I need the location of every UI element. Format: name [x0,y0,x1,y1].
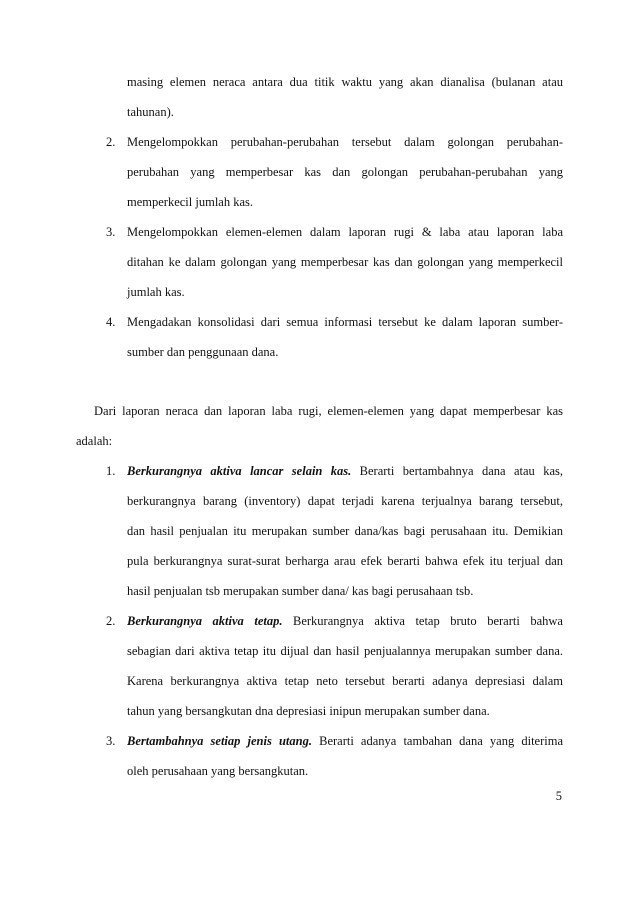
paragraph-line: masing elemen neraca antara dua titik waktu yang akan dianalisa (bulanan atau [127,75,563,89]
list-item-line [127,462,563,480]
list-item-line: memperkecil jumlah kas. [127,195,254,209]
paragraph-line: adalah: [76,434,113,448]
list-item-text: Berkurangnya aktiva tetap bruto berarti bahwa [282,614,563,628]
list-number: 3. [106,734,116,748]
list-item-line: jumlah kas. [127,285,185,299]
list-number: 2. [106,135,116,149]
list-item-line: Mengadakan konsolidasi dari semua informasi tersebut ke dalam laporan sumber- [127,315,563,329]
list-item-line: Karena berkurangnya aktiva tetap neto tersebut berarti adanya depresiasi dalam [127,674,563,688]
list-item-line [127,612,563,630]
list-item-line: Mengelompokkan elemen-elemen dalam laporan rugi & laba atau laporan laba [127,225,563,239]
list-number: 3. [106,225,116,239]
list-item-line: dan hasil penjualan itu merupakan sumber dana/kas bagi perusahaan itu. Demikian [127,524,563,538]
list-number: 1. [106,464,116,478]
list-item-line: tahun yang bersangkutan dna depresiasi inipun merupakan sumber dana. [127,704,490,718]
list-item-line: sumber dan penggunaan dana. [127,345,279,359]
list-number: 4. [106,315,116,329]
list-item-line: pula berkurangnya surat-surat berharga arau efek berarti bahwa efek itu terjual dan [127,554,563,568]
list-item-line [127,732,563,750]
list-item-line: sebagian dari aktiva tetap itu dijual dan hasil penjualannya merupakan sumber dana. [127,644,563,658]
list-item-line: berkurangnya barang (inventory) dapat terjadi karena terjualnya barang tersebut, [127,494,563,508]
list-item-line: perubahan yang memperbesar kas dan golongan perubahan-perubahan yang [127,165,563,179]
list-item-line: oleh perusahaan yang bersangkutan. [127,764,309,778]
list-item-text: Berarti adanya tambahan dana yang diterima [311,734,563,748]
list-item-heading: Bertambahnya setiap jenis utang. [127,734,312,748]
paragraph-line: Dari laporan neraca dan laporan laba rugi, elemen-elemen yang dapat memperbesar kas [94,404,563,418]
list-item-line: Mengelompokkan perubahan-perubahan tersebut dalam golongan perubahan- [127,135,563,149]
list-item-heading: Berkurangnya aktiva tetap. [127,614,283,628]
list-item-heading: Berkurangnya aktiva lancar selain kas. [127,464,352,478]
list-item-text: Berarti bertambahnya dana atau kas, [351,464,563,478]
list-number: 2. [106,614,116,628]
page-number: 5 [555,789,562,803]
list-item-line: hasil penjualan tsb merupakan sumber dana/ kas bagi perusahaan tsb. [127,584,474,598]
paragraph-line: tahunan). [127,105,174,119]
list-item-line: ditahan ke dalam golongan yang memperbesar kas dan golongan yang memperkecil [127,255,563,269]
